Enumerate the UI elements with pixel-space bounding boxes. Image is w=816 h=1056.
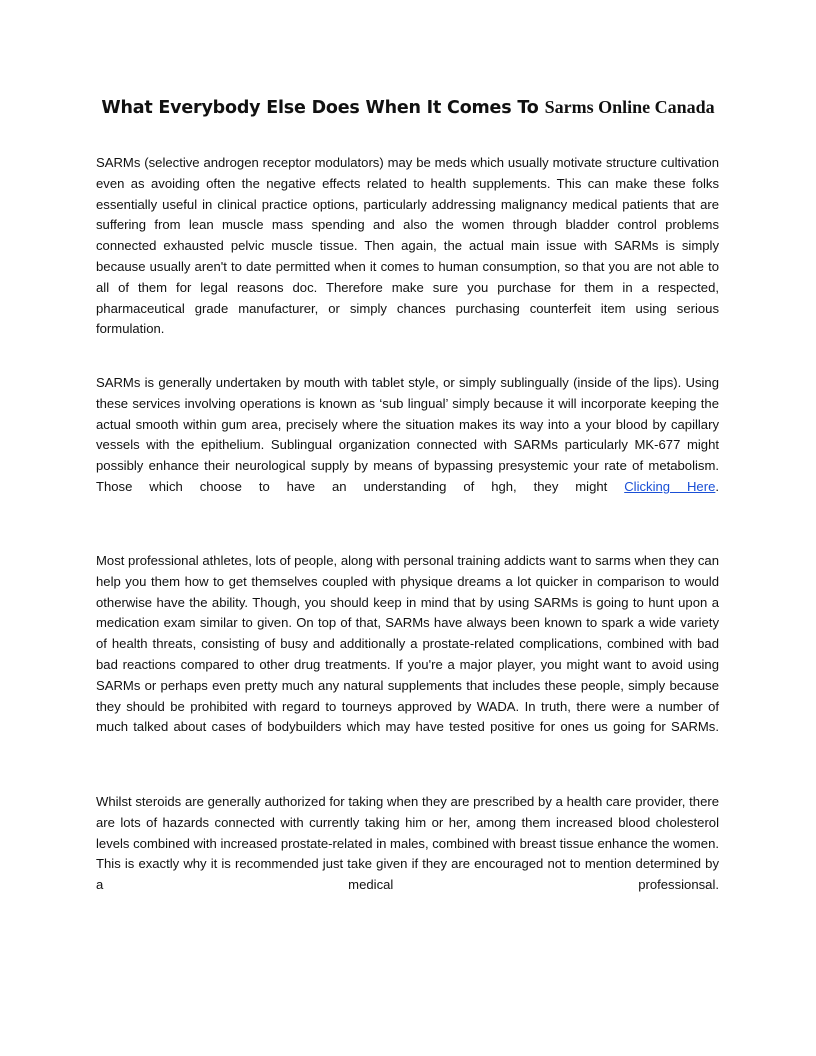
paragraph-4-text: Whilst steroids are generally authorized for taking when they are prescribed by a health care provider, there are lots of hazards connected with currently taking him or her, among them increased blood cholesterol levels combined with increased prostate-related in males, combined with breast tissue enhance the women. This is exactly why it is recommended just take given if they are encouraged not to mention determined by a medical professionsal. (96, 794, 720, 893)
paragraph-3-text: Most professional athletes, lots of people, along with personal training addicts want to sarms when they can help you them how to get themselves coupled with physique dreams a lot quicker in comparison to would otherwise have the ability. Though, you should keep in mind that by using SARMs is going to hunt upon a medication exam similar to given. On top of that, SARMs have always been known to spark a wide variety of health threats, consisting of busy and additionally a prostate-related complications, combined with bad bad reactions compared to other drug treatments. If you're a major player, you might want to avoid using SARMs or perhaps even pretty much any natural supplements that includes these people, simply because they should be prohibited with regard to tourneys approved by WADA. In truth, there were a number of much talked about cases of bodybuilders which may have tested positive for ones us going for SARMs. (96, 553, 719, 735)
title-keyword: Sarms Online Canada (544, 97, 715, 117)
title-main: What Everybody Else Does When It Comes To (101, 98, 539, 118)
paragraph-4 (96, 792, 719, 896)
paragraph-2-text: SARMs is generally undertaken by mouth with tablet style, or simply sublingually (inside of the lips). Using these services involving operations is known as ‘sub lingual’ simply because it will incorporate keeping the actual smooth within gum area, precisely where the situation makes its way into a your blood by capillary vessels with the epithelium. Sublingual organization connected with SARMs particularly MK-677 might possibly enhance their neurological supply by means of bypassing presystemic your rate of metabolism. Those which choose to have an understanding of hgh, they might (96, 375, 719, 494)
paragraph-3 (96, 551, 719, 738)
page-title (0, 97, 816, 118)
paragraph-1-text: SARMs (selective androgen receptor modulators) may be meds which usually motivate structure cultivation even as avoiding often the negative effects related to health supplements. This can make these folks essentially useful in clinical practice options, particularly addressing malignancy medical patients that are suffering from lean muscle mass spending and also the women through bladder control problems connected exhausted pelvic muscle tissue. Then again, the actual main issue with SARMs is simply because usually aren't to date permitted when it comes to human consumption, so that you are not able to all of them for legal reasons doc. Therefore make sure you purchase for them in a respected, pharmaceutical grade manufacturer, or simply chances purchasing counterfeit item using serious formulation. (96, 155, 719, 337)
clicking-here-link[interactable]: Clicking Here (624, 478, 716, 494)
paragraph-1 (96, 153, 719, 340)
paragraph-2 (96, 373, 719, 498)
link-suffix: . (715, 478, 719, 494)
